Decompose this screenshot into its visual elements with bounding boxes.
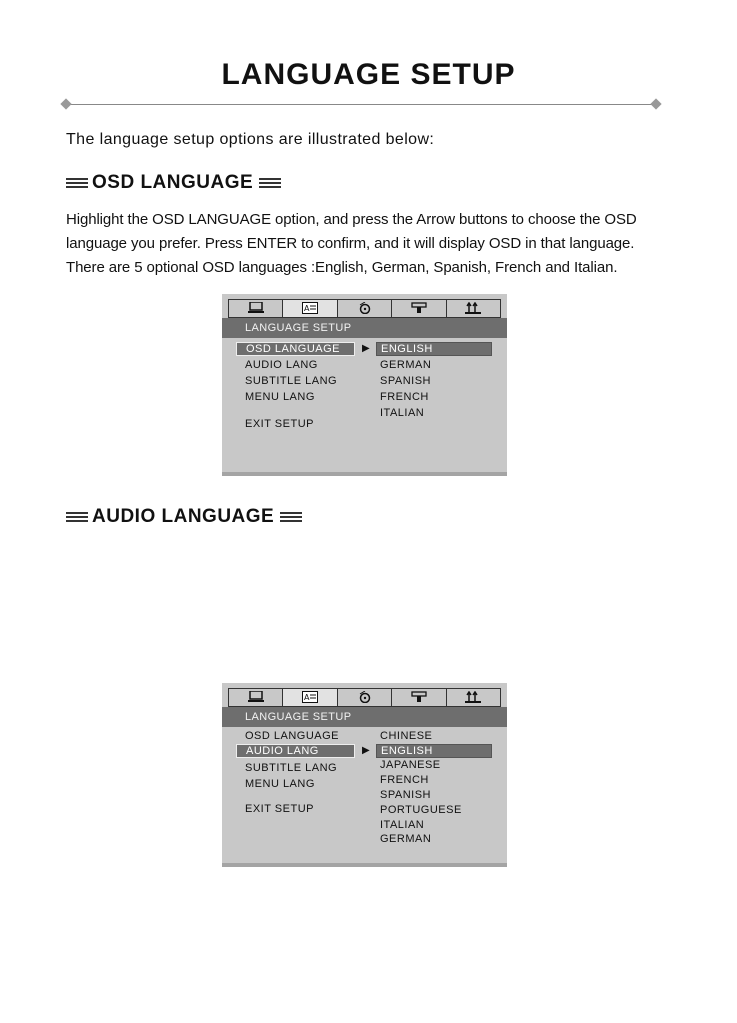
menu-item-subtitle-lang[interactable]: SUBTITLE LANG xyxy=(245,762,338,774)
arrow-right-icon: ▶ xyxy=(362,343,370,354)
osd-screen-2 xyxy=(222,683,507,867)
audio-icon xyxy=(357,691,373,703)
option-french[interactable]: FRENCH xyxy=(380,391,429,403)
screen-header-text: LANGUAGE SETUP xyxy=(245,711,352,723)
section-body-osd: Highlight the OSD LANGUAGE option, and press the Arrow buttons to choose the OSD language you prefer. Press ENTER to confirm, and it will display OSD in that language. There are 5 optional OSD languages :English, German, Spanish, French and Italian. xyxy=(66,211,637,276)
general-icon xyxy=(248,691,264,703)
svg-text:A: A xyxy=(304,304,310,313)
audio-icon xyxy=(357,302,373,314)
menu-item-audio-lang[interactable]: AUDIO LANG xyxy=(245,359,318,371)
section-heading-text: AUDIO LANGUAGE xyxy=(92,506,275,527)
option-spanish[interactable]: SPANISH xyxy=(380,375,431,387)
tab-general[interactable] xyxy=(229,300,283,317)
intro-text: The language setup options are illustrated below: xyxy=(66,131,435,148)
preference-icon xyxy=(465,691,481,703)
option-english[interactable]: ENGLISH xyxy=(376,744,492,758)
menu-lines-icon xyxy=(66,176,88,190)
menu-item-subtitle-lang[interactable]: SUBTITLE LANG xyxy=(245,375,338,387)
tab-video[interactable] xyxy=(392,300,446,317)
arrow-right-icon: ▶ xyxy=(362,745,370,756)
preference-icon xyxy=(465,302,481,314)
menu-lines-icon xyxy=(259,176,281,190)
tab-general[interactable] xyxy=(229,689,283,706)
language-icon xyxy=(302,691,318,703)
video-icon xyxy=(411,302,427,314)
menu-item-exit-setup[interactable]: EXIT SETUP xyxy=(245,418,314,430)
tab-preference[interactable] xyxy=(447,300,500,317)
menu-lines-icon xyxy=(66,510,88,524)
menu-item-menu-lang[interactable]: MENU LANG xyxy=(245,778,315,790)
osd-screen-1 xyxy=(222,294,507,476)
page-title: LANGUAGE SETUP xyxy=(221,58,516,91)
option-french[interactable]: FRENCH xyxy=(380,774,429,786)
menu-lines-icon xyxy=(280,510,302,524)
option-spanish[interactable]: SPANISH xyxy=(380,789,431,801)
tab-language[interactable] xyxy=(283,300,337,317)
setup-tab-bar xyxy=(228,688,501,707)
rule-diamond-left-icon xyxy=(60,98,71,109)
option-portuguese[interactable]: PORTUGUESE xyxy=(380,804,462,816)
option-japanese[interactable]: JAPANESE xyxy=(380,759,441,771)
option-english[interactable]: ENGLISH xyxy=(376,342,492,356)
setup-tab-bar xyxy=(228,299,501,318)
tab-language[interactable] xyxy=(283,689,337,706)
screen-header xyxy=(222,318,507,338)
menu-item-osd-language[interactable]: OSD LANGUAGE xyxy=(236,342,355,356)
option-german[interactable]: GERMAN xyxy=(380,833,432,845)
menu-item-exit-setup[interactable]: EXIT SETUP xyxy=(245,803,314,815)
language-icon xyxy=(302,302,318,314)
screen-header-text: LANGUAGE SETUP xyxy=(245,322,352,334)
menu-item-osd-language[interactable]: OSD LANGUAGE xyxy=(245,730,340,742)
tab-preference[interactable] xyxy=(447,689,500,706)
video-icon xyxy=(411,691,427,703)
svg-text:A: A xyxy=(304,693,310,702)
option-italian[interactable]: ITALIAN xyxy=(380,819,425,831)
title-rule xyxy=(66,104,660,105)
menu-item-menu-lang[interactable]: MENU LANG xyxy=(245,391,315,403)
tab-audio[interactable] xyxy=(338,689,392,706)
tab-video[interactable] xyxy=(392,689,446,706)
option-german[interactable]: GERMAN xyxy=(380,359,432,371)
section-heading-audio xyxy=(66,506,302,528)
rule-diamond-right-icon xyxy=(650,98,661,109)
general-icon xyxy=(248,302,264,314)
section-heading-text: OSD LANGUAGE xyxy=(92,172,254,193)
screen-header xyxy=(222,707,507,727)
section-heading-osd xyxy=(66,172,281,194)
tab-audio[interactable] xyxy=(338,300,392,317)
option-chinese[interactable]: CHINESE xyxy=(380,730,433,742)
option-italian[interactable]: ITALIAN xyxy=(380,407,425,419)
menu-item-audio-lang[interactable]: AUDIO LANG xyxy=(236,744,355,758)
